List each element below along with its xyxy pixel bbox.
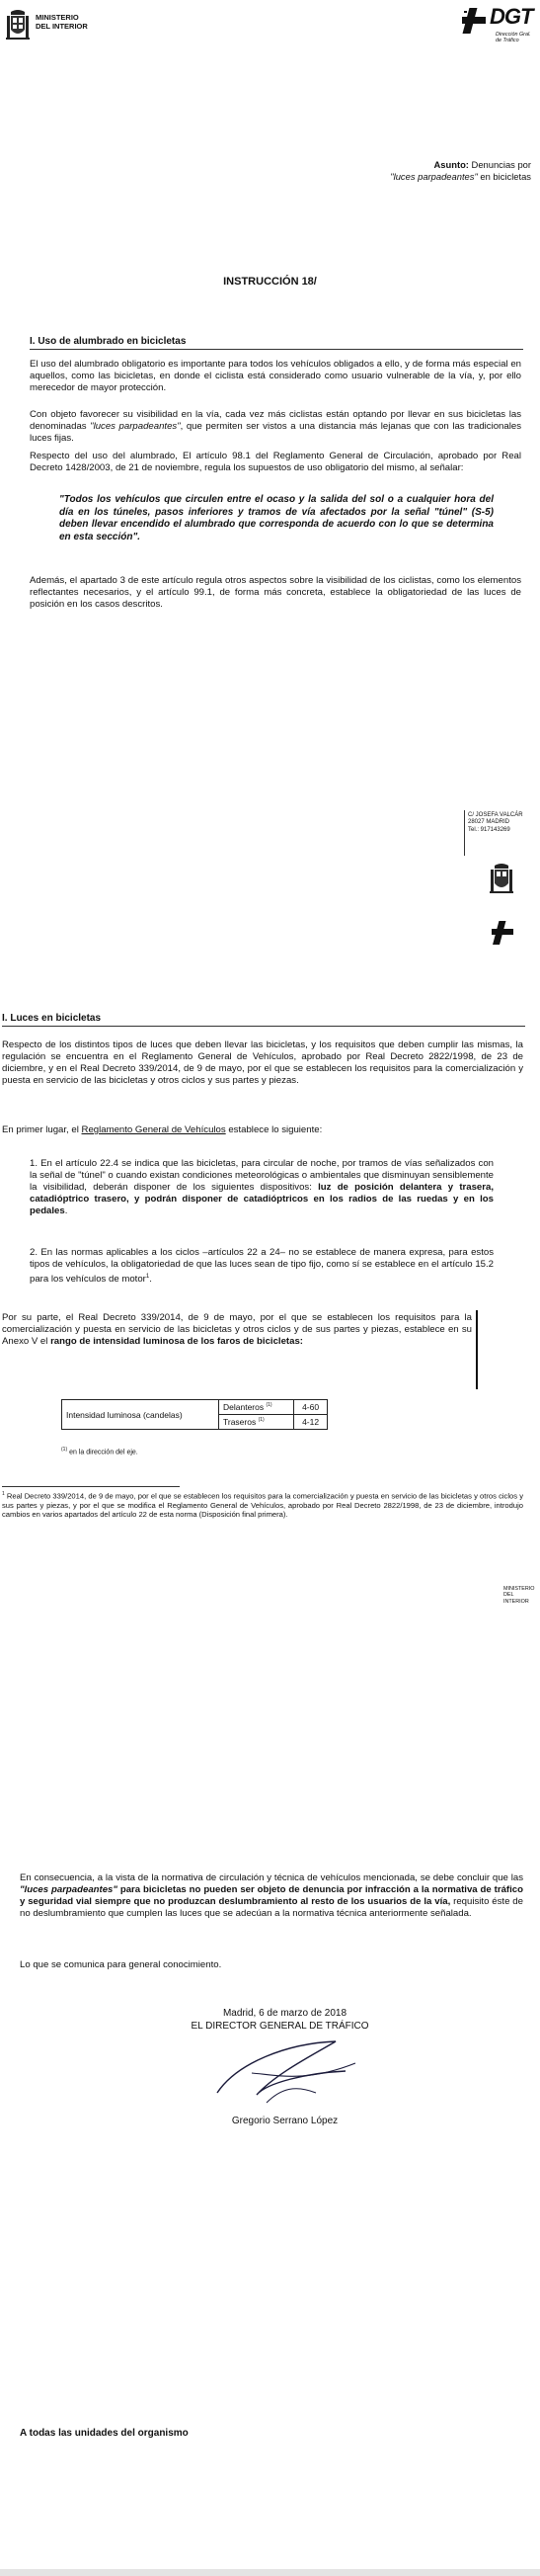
table-cell-value: 4-12 — [294, 1415, 328, 1430]
item2-end: . — [149, 1274, 152, 1286]
item1-text: 1. En el artículo 22.4 se indica que las bicicletas, para circular de noche, por tramos de vías señalizados con la señal de "túnel" o cuando existan condiciones meteorológicas o ambientales que disminuyan sensiblemente la visibilidad, deberán disponer de los siguientes dispositivos: — [30, 1158, 494, 1193]
handwritten-signature — [197, 2034, 375, 2113]
para2-italic: "luces parpadeantes" — [90, 421, 181, 432]
spanish-coat-of-arms-icon — [6, 8, 30, 42]
place-date: Madrid, 6 de marzo de 2018 — [222, 2008, 347, 2019]
subject-label: Asunto: — [433, 159, 469, 170]
section1-heading-rule — [30, 349, 523, 350]
ministry-line1: MINISTERIO — [36, 13, 79, 22]
table-cell-name — [219, 1415, 294, 1430]
section2-item2 — [30, 1247, 494, 1286]
address-line2: 28027 MADRID — [468, 819, 510, 826]
section1-para3: Respecto del uso del alumbrado, El artículo 98.1 del Reglamento General de Circulación, aprobado por Real Decreto 1428/2003, de 21 de noviembre, regula los supuestos de uso obligatorio del mismo, al señalar: — [30, 451, 521, 473]
section2-item1 — [30, 1158, 494, 1217]
table-note-sup: (1) — [61, 1447, 68, 1453]
section1-quote: "Todos los vehículos que circulen entre el ocaso y la salida del sol o a cualquier hora del día en los túneles, pasos inferiores y tramos de vía afectados por la señal "túnel" (S-5) deben llevar encendido el alumbrado que corresponda de acuerdo con lo que se determina en esta sección". — [59, 494, 494, 542]
table-cell-value: 4-60 — [294, 1400, 328, 1415]
table-cell-name — [219, 1400, 294, 1415]
dgt-logo-text: DGT — [490, 4, 533, 29]
table-row-label: Intensidad luminosa (candelas) — [62, 1400, 219, 1430]
subject-line1: Denuncias por — [471, 159, 531, 170]
section2-heading: I. Luces en bicicletas — [2, 1013, 102, 1024]
front-sup: (1) — [266, 1402, 272, 1409]
address-line3: Tel.: 917143269 — [468, 826, 510, 833]
para3-bold: rango de intensidad luminosa de los faros de bicicletas: — [50, 1336, 303, 1347]
dgt-logo-icon — [460, 6, 488, 36]
para2-underlined: Reglamento General de Vehículos — [81, 1124, 226, 1135]
table-note-text: en la dirección del eje. — [69, 1449, 138, 1456]
section2-para3 — [2, 1312, 472, 1348]
para2-text-b: establece lo siguiente: — [225, 1124, 323, 1135]
rear-sup: (1) — [258, 1417, 265, 1424]
item1-end: . — [64, 1205, 68, 1216]
para2-text-a: Con objeto favorecer su visibilidad en la vía, cada vez más ciclistas están optando por llevar en sus bicicletas las denominadas — [30, 409, 521, 432]
instruction-title: INSTRUCCIÓN 18/ — [223, 276, 317, 288]
ministry-name — [36, 14, 88, 31]
section1-para4: Además, el apartado 3 de este artículo regula otros aspectos sobre la visibilidad de los ciclistas, como los elementos reflectantes necesarios, y el artículo 99.1, de forma más concreta, establece la obligatoriedad de las luces de posición en los casos descritos. — [30, 575, 521, 610]
conclusion-bold-italic: "luces parpadeantes" — [20, 1884, 117, 1895]
footnote-text: Real Decreto 339/2014, de 9 de mayo, por el que se establecen los requisitos para la comercialización y puesta en servicio de las bicicletas y otros ciclos y sus partes y piezas, y por el que se modifica el Reglamento General de Vehículos, aprobado por Real Decreto 2822/1998, de 23 de diciembre, introdujo cambios en varios apartados del artículo 22 de esta norma (Disposición final primera). — [2, 1491, 523, 1519]
signer-name: Gregorio Serrano López — [231, 2116, 339, 2126]
conclusion-para2: Lo que se comunica para general conocimiento. — [20, 1959, 222, 1970]
ministry-stamp — [503, 1586, 540, 1605]
front-label: Delanteros — [223, 1402, 265, 1412]
rear-label: Traseros — [223, 1417, 257, 1427]
stamp-line2: DEL INTERIOR — [503, 1592, 529, 1605]
address-block — [468, 812, 523, 834]
ministry-line2: DEL INTERIOR — [36, 21, 88, 31]
subject-block — [346, 159, 531, 182]
item2-footnote-ref: 1 — [145, 1274, 150, 1280]
conclusion-text-c: requisito éste de no deslumbramiento que cumplen las luces que se adecúan a la normativa técnica anteriormente señalada. — [20, 1896, 523, 1919]
section1-heading: I. Uso de alumbrado en bicicletas — [30, 336, 187, 347]
item2-text: 2. En las normas aplicables a los ciclos –artículos 22 a 24– no se establece de manera expresa, para estos tipos de vehículos, la obligatoriedad de que las luces sean de tipo fijo, como sí se establece en el artículo 15.2 para los vehículos de motor — [30, 1247, 494, 1286]
section2-para2 — [2, 1124, 523, 1136]
stamp-line1: MINISTERIO — [503, 1586, 535, 1592]
conclusion-para1 — [20, 1872, 523, 1920]
para3-text: Por su parte, el Real Decreto 339/2014, de 9 de mayo, por el que se establecen los requisitos para la comercialización y puesta en servicio de las bicicletas y otros ciclos y de sus partes y piezas, establece en su Anexo V el — [2, 1312, 472, 1347]
section2-heading-rule — [2, 1026, 525, 1027]
dgt-logo-icon — [490, 919, 515, 947]
footnote-rule — [2, 1486, 180, 1487]
section1-para2 — [30, 409, 521, 445]
margin-mark — [476, 1310, 478, 1389]
item1-bold: luz de posición delantera y trasera, catadióptrico trasero, y podrán disponer de catadióptricos en los radios de las ruedas y en los pedales — [30, 1182, 494, 1216]
address-rule — [464, 810, 465, 856]
para2-text-a: En primer lugar, el — [2, 1124, 82, 1135]
recipients: A todas las unidades del organismo — [20, 2428, 189, 2439]
scan-edge — [0, 2569, 540, 2576]
conclusion-text-a: En consecuencia, a la vista de la normativa de circulación y técnica de vehículos mencionada, se debe concluir que las — [20, 1872, 523, 1883]
dgt-sub-line1: Dirección Gral. — [496, 32, 531, 38]
table-note — [61, 1446, 138, 1456]
conclusion-bold: para bicicletas no pueden ser objeto de denuncia por infracción a la normativa de tráfico y seguridad vial siempre que no produzcan deslumbramiento al resto de los usuarios de la vía, — [20, 1884, 523, 1907]
section2-para1: Respecto de los distintos tipos de luces que deben llevar las bicicletas, y los requisitos que deben cumplir las mismas, la regulación se encuentra en el Reglamento General de Vehículos, aprobado por Real Decreto 2822/1998, de 23 de diciembre, y en el Real Decreto 339/2014, de 9 de mayo, por el que se establecen los requisitos para la comercialización y puesta en servicio de las bicicletas y otros ciclos y sus partes y piezas. — [2, 1039, 523, 1086]
dgt-sub-line2: de Tráfico — [496, 38, 519, 44]
section1-para1: El uso del alumbrado obligatorio es importante para todos los vehículos obligados a ello, y de forma más especial en aquellos, como las bicicletas, en donde el ciclista está considerado como usuario vulnerable de la vía, y, por ello merecedor de mayor protección. — [30, 359, 521, 393]
signer-title: EL DIRECTOR GENERAL DE TRÁFICO — [191, 2021, 369, 2032]
luminous-intensity-table — [61, 1399, 328, 1430]
address-line1: C/ JOSEFA VALCÁR — [468, 812, 523, 818]
subject-line2: en bicicletas — [477, 170, 531, 182]
para2-text-b: , que permiten ser vistos a una distancia más lejanas que con las tradicionales luces fijas. — [30, 421, 521, 444]
subject-italic: "luces parpadeantes" — [390, 170, 478, 182]
spanish-coat-of-arms-icon — [490, 862, 513, 895]
dgt-subtitle — [496, 32, 531, 44]
footnote-sup: 1 — [2, 1491, 5, 1497]
footnote — [2, 1490, 523, 1519]
table-row — [62, 1400, 328, 1415]
